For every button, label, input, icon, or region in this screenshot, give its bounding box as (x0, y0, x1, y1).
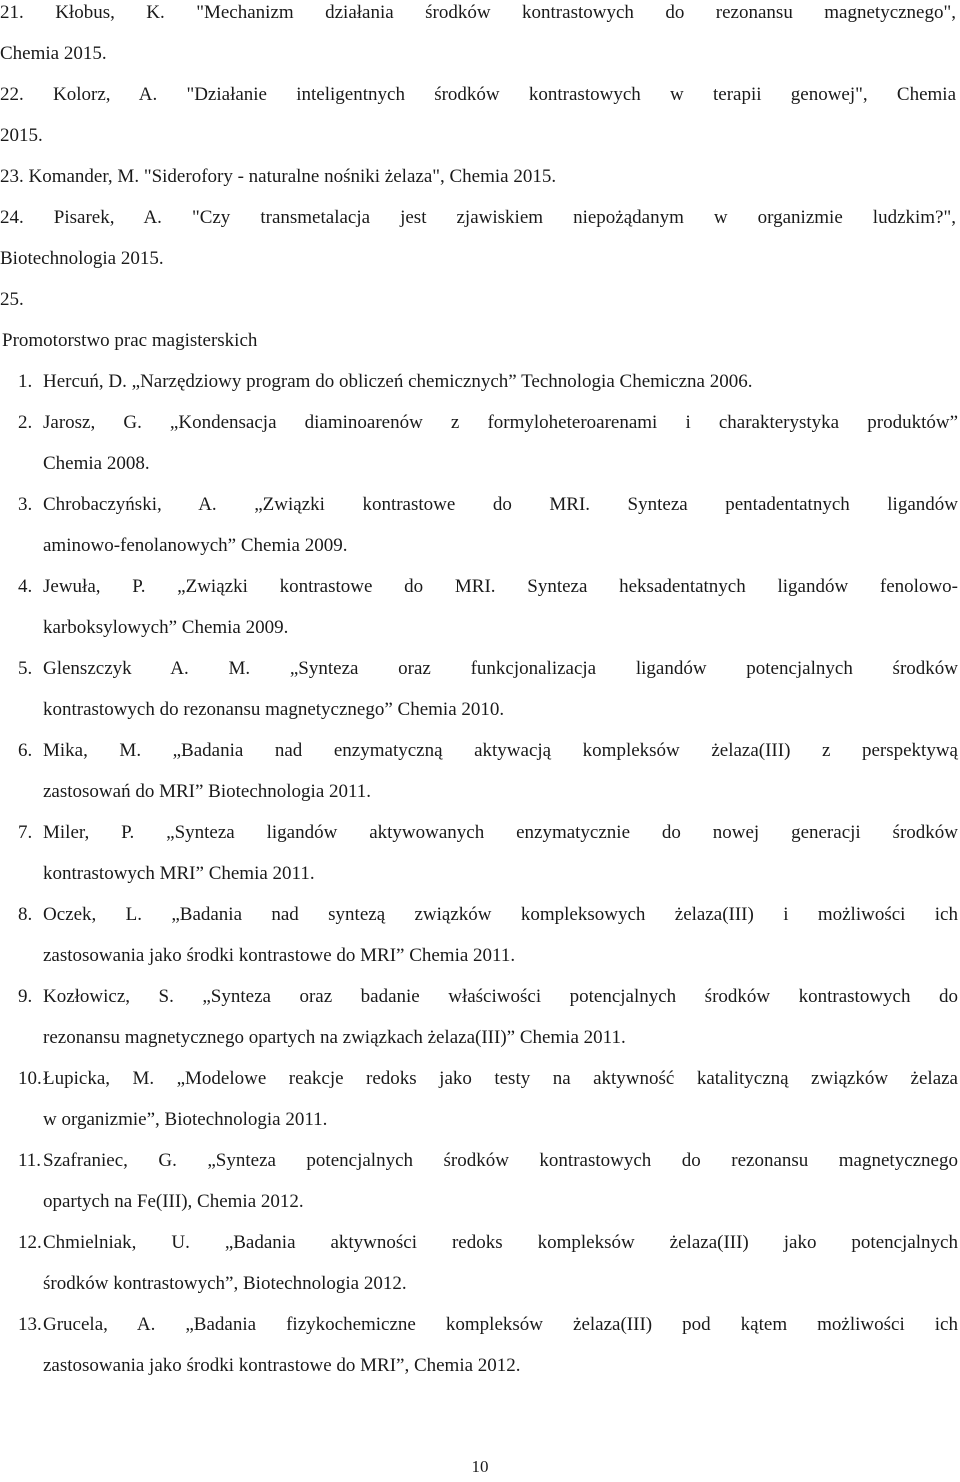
list-item (18, 1304, 958, 1386)
item-text: Mika, M. „Badania nad enzymatyczną aktywacją kompleksów żelaza(III) z perspektywą (43, 740, 958, 761)
list-item (18, 1058, 958, 1140)
entry-line: 21. Kłobus, K. "Mechanizm działania środków kontrastowych do rezonansu magnetycznego", (0, 2, 956, 23)
item-number: 12. (18, 1232, 42, 1253)
list-item (18, 1222, 958, 1304)
item-text-cont: rezonansu magnetycznego opartych na związkach żelaza(III)” Chemia 2011. (43, 1027, 626, 1048)
item-text-cont: zastosowania jako środki kontrastowe do MRI”, Chemia 2012. (43, 1355, 521, 1376)
item-text-cont: Chemia 2008. (43, 453, 150, 474)
item-text-cont: kontrastowych MRI” Chemia 2011. (43, 863, 315, 884)
list-item (18, 648, 958, 730)
item-number: 3. (18, 494, 33, 515)
list-item (18, 1140, 958, 1222)
item-number: 8. (18, 904, 33, 925)
entry-line: 22. Kolorz, A. "Działanie inteligentnych środków kontrastowych w terapii genowej", Chemia (0, 84, 956, 105)
item-text-cont: kontrastowych do rezonansu magnetycznego” Chemia 2010. (43, 699, 505, 720)
list-item (18, 484, 958, 566)
bibliography-entry-24 (0, 197, 956, 279)
bibliography-entry-23 (0, 156, 956, 197)
item-text-cont: karboksylowych” Chemia 2009. (43, 617, 289, 638)
item-text-cont: opartych na Fe(III), Chemia 2012. (43, 1191, 304, 1212)
item-number: 2. (18, 412, 33, 433)
list-item (18, 976, 958, 1058)
item-text-cont: zastosowań do MRI” Biotechnologia 2011. (43, 781, 372, 802)
bibliography-entry-21 (0, 0, 956, 74)
item-text: Grucela, A. „Badania fizykochemiczne kompleksów żelaza(III) pod kątem możliwości ich (43, 1314, 958, 1335)
list-item (18, 566, 958, 648)
item-text-cont: środków kontrastowych”, Biotechnologia 2012. (43, 1273, 407, 1294)
item-text: Chmielniak, U. „Badania aktywności redoks kompleksów żelaza(III) jako potencjalnych (43, 1232, 958, 1253)
entry-line: 25. (0, 289, 24, 310)
list-item (18, 894, 958, 976)
item-text: Kozłowicz, S. „Synteza oraz badanie właściwości potencjalnych środków kontrastowych do (43, 986, 958, 1007)
section-heading: Promotorstwo prac magisterskich (2, 330, 258, 351)
item-number: 4. (18, 576, 33, 597)
item-text-cont: zastosowania jako środki kontrastowe do MRI” Chemia 2011. (43, 945, 516, 966)
list-item (18, 812, 958, 894)
bibliography-entry-25 (0, 279, 956, 320)
entry-line: 2015. (0, 125, 43, 146)
item-text: Hercuń, D. „Narzędziowy program do obliczeń chemicznych” Technologia Chemiczna 2006. (43, 371, 753, 392)
page-number: 10 (471, 1457, 489, 1476)
item-number: 13. (18, 1314, 42, 1335)
item-text: Glenszczyk A. M. „Synteza oraz funkcjonalizacja ligandów potencjalnych środków (43, 658, 958, 679)
entry-line: Chemia 2015. (0, 43, 107, 64)
item-number: 1. (18, 371, 33, 392)
item-number: 10. (18, 1068, 42, 1089)
item-text: Jewuła, P. „Związki kontrastowe do MRI. Synteza heksadentatnych ligandów fenolowo- (43, 576, 958, 597)
bibliography-entry-22 (0, 74, 956, 156)
list-item (18, 730, 958, 812)
item-number: 5. (18, 658, 33, 679)
entry-line: 23. Komander, M. "Siderofory - naturalne nośniki żelaza", Chemia 2015. (0, 166, 557, 187)
item-text: Oczek, L. „Badania nad syntezą związków kompleksowych żelaza(III) i możliwości ich (43, 904, 958, 925)
entry-line: Biotechnologia 2015. (0, 248, 164, 269)
item-text-cont: w organizmie”, Biotechnologia 2011. (43, 1109, 328, 1130)
item-text: Łupicka, M. „Modelowe reakcje redoks jako testy na aktywność katalityczną związków żelaza (43, 1068, 958, 1089)
item-text: Jarosz, G. „Kondensacja diaminoarenów z formyloheteroarenami i charakterystyka produktów” (43, 412, 958, 433)
entry-line: 24. Pisarek, A. "Czy transmetalacja jest zjawiskiem niepożądanym w organizmie ludzkim?", (0, 207, 956, 228)
item-number: 7. (18, 822, 33, 843)
item-text: Miler, P. „Synteza ligandów aktywowanych enzymatycznie do nowej generacji środków (43, 822, 958, 843)
item-number: 6. (18, 740, 33, 761)
item-text: Chrobaczyński, A. „Związki kontrastowe do MRI. Synteza pentadentatnych ligandów (43, 494, 958, 515)
list-item (18, 402, 958, 484)
item-number: 11. (18, 1150, 42, 1171)
item-text-cont: aminowo-fenolanowych” Chemia 2009. (43, 535, 348, 556)
list-item (18, 361, 958, 402)
item-number: 9. (18, 986, 33, 1007)
item-text: Szafraniec, G. „Synteza potencjalnych środków kontrastowych do rezonansu magnetycznego (43, 1150, 958, 1171)
